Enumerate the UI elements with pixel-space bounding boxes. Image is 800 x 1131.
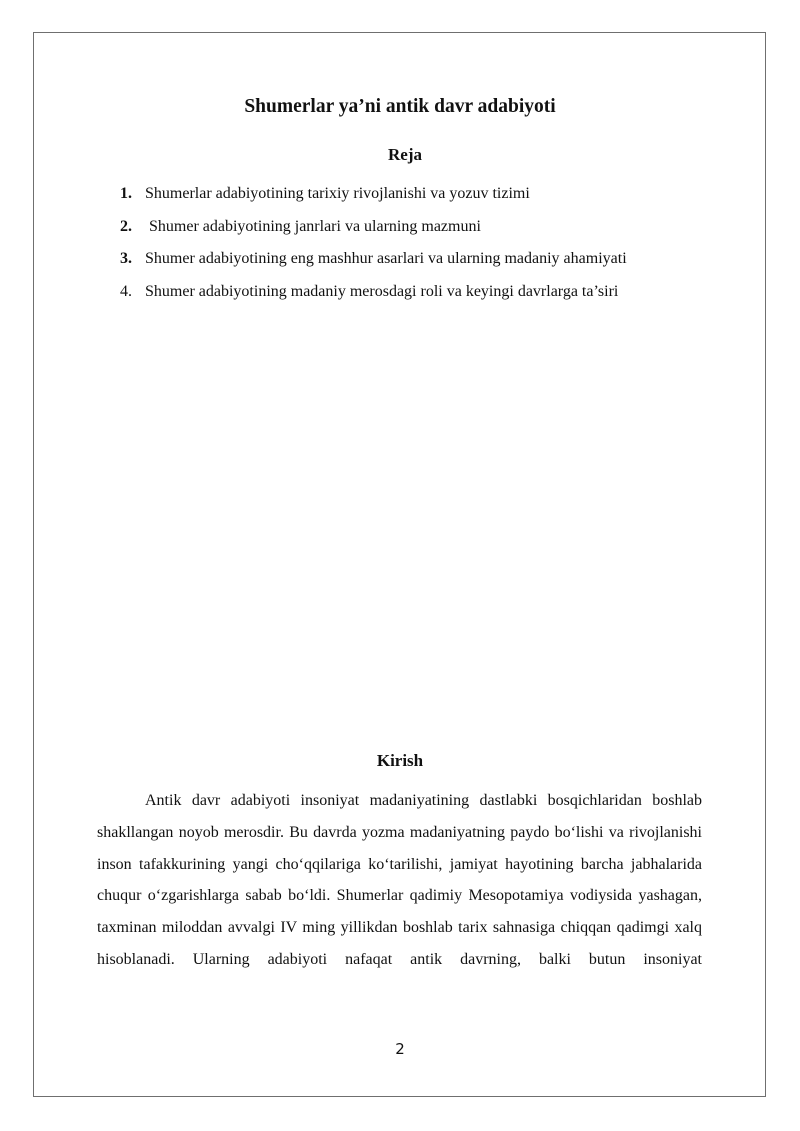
plan-list — [120, 181, 720, 312]
plan-item-text: Shumer adabiyotining eng mashhur asarlari va ularning madaniy ahamiyati — [145, 250, 627, 268]
plan-item-number: 2. — [120, 217, 132, 235]
document-title: Shumerlar ya’ni antik davr adabiyoti — [244, 96, 556, 117]
plan-item-number: 1. — [120, 185, 132, 202]
plan-heading: Reja — [388, 145, 422, 164]
intro-paragraph: Antik davr adabiyoti insoniyat madaniyatining dastlabki bosqichlaridan boshlab shakllangan noyob merosdir. Bu davrda yozma madaniyatning paydo bo‘lishi va rivojlanishi inson tafakkurining yangi cho‘qqilariga ko‘tarilishi, jamiyat hayotining barcha jabhalarida chuqur o‘zgarishlarga sabab bo‘ldi. Shumerlar qadimiy Mesopotamiya vodiysida yashagan, taxminan miloddan avvalgi IV ming yillikdan boshlab tarix sahnasiga chiqqan qadimgi xalq hisoblanadi. Ularning adabiyoti nafaqat antik davrning, balki butun insoniyat — [97, 792, 702, 968]
plan-item-number: 4. — [120, 283, 132, 301]
page-number: 2 — [395, 1040, 405, 1058]
plan-item-text: Shumer adabiyotining janrlari va ularning mazmuni — [145, 217, 481, 235]
plan-item — [120, 214, 720, 247]
plan-item — [120, 181, 720, 214]
plan-item — [120, 246, 720, 279]
plan-item-text: Shumerlar adabiyotining tarixiy rivojlanishi va yozuv tizimi — [145, 185, 530, 202]
section-heading: Kirish — [376, 751, 424, 770]
plan-item-text: Shumer adabiyotining madaniy merosdagi roli va keyingi davrlarga ta’siri — [145, 283, 619, 301]
plan-item-number: 3. — [120, 250, 132, 268]
plan-item — [120, 279, 720, 312]
